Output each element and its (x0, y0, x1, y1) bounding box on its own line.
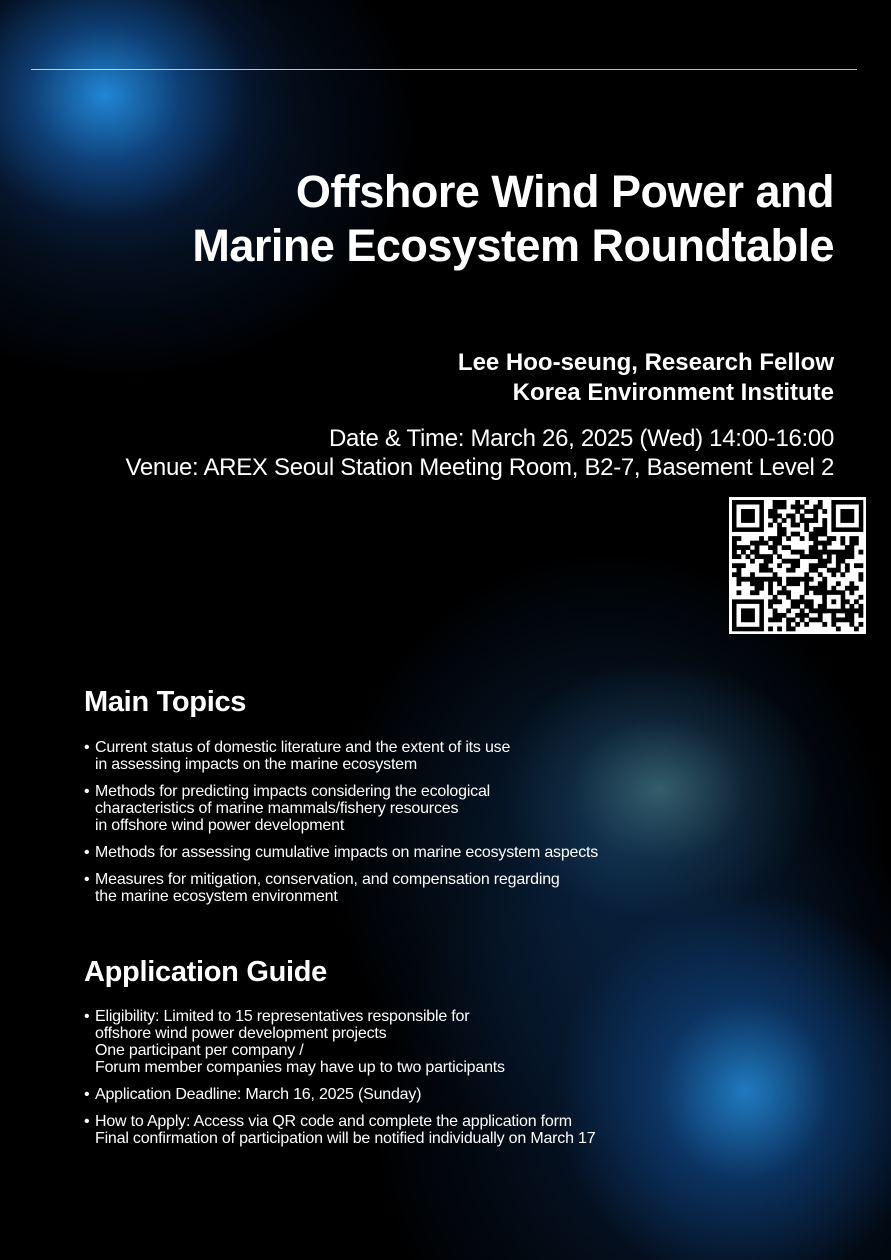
main-topics-heading: Main Topics (84, 686, 247, 718)
speaker-organization: Korea Environment Institute (512, 379, 834, 406)
speaker-name: Lee Hoo-seung, Research Fellow (457, 349, 834, 376)
list-item (84, 1113, 595, 1147)
list-item-line: Final confirmation of participation will be notified individually on March 17 (95, 1130, 596, 1147)
list-item-line: the marine ecosystem environment (95, 888, 338, 905)
event-venue: Venue: AREX Seoul Station Meeting Room, B2-7, Basement Level 2 (125, 454, 834, 481)
list-item (84, 871, 598, 905)
list-item-line: characteristics of marine mammals/fishery resources (95, 800, 459, 817)
list-item-line: One participant per company / (95, 1042, 304, 1059)
list-item (84, 844, 598, 861)
speaker-block (134, 348, 834, 408)
qr-code-icon[interactable] (729, 497, 866, 634)
list-item-line: offshore wind power development projects (95, 1025, 387, 1042)
list-item (84, 739, 598, 773)
list-item-line: Forum member companies may have up to two participants (95, 1059, 505, 1076)
top-divider (31, 69, 857, 70)
title-line-2: Marine Ecosystem Roundtable (192, 220, 834, 271)
list-item (84, 1008, 595, 1076)
list-item-line: in assessing impacts on the marine ecosystem (95, 756, 418, 773)
list-item (84, 1086, 595, 1103)
event-info (54, 424, 834, 482)
list-item-line: • Eligibility: Limited to 15 representatives responsible for (95, 1008, 470, 1025)
event-datetime: Date & Time: March 26, 2025 (Wed) 14:00-16:00 (329, 425, 834, 452)
list-item-line: in offshore wind power development (95, 817, 345, 834)
application-guide-heading: Application Guide (84, 956, 328, 988)
list-item (84, 783, 598, 834)
qr-code-graphic (729, 497, 866, 634)
list-item-line: • Measures for mitigation, conservation, and compensation regarding (95, 871, 560, 888)
list-item-line: • Current status of domestic literature and the extent of its use (95, 739, 511, 756)
list-item-line: • How to Apply: Access via QR code and complete the application form (95, 1113, 572, 1130)
page-title (54, 165, 834, 273)
list-item-line: • Application Deadline: March 16, 2025 (Sunday) (95, 1086, 422, 1103)
list-item-line: • Methods for predicting impacts considering the ecological (95, 783, 491, 800)
main-topics-list (84, 739, 598, 915)
list-item-line: • Methods for assessing cumulative impacts on marine ecosystem aspects (95, 844, 599, 861)
title-line-1: Offshore Wind Power and (295, 166, 834, 217)
application-guide-list (84, 1008, 595, 1157)
